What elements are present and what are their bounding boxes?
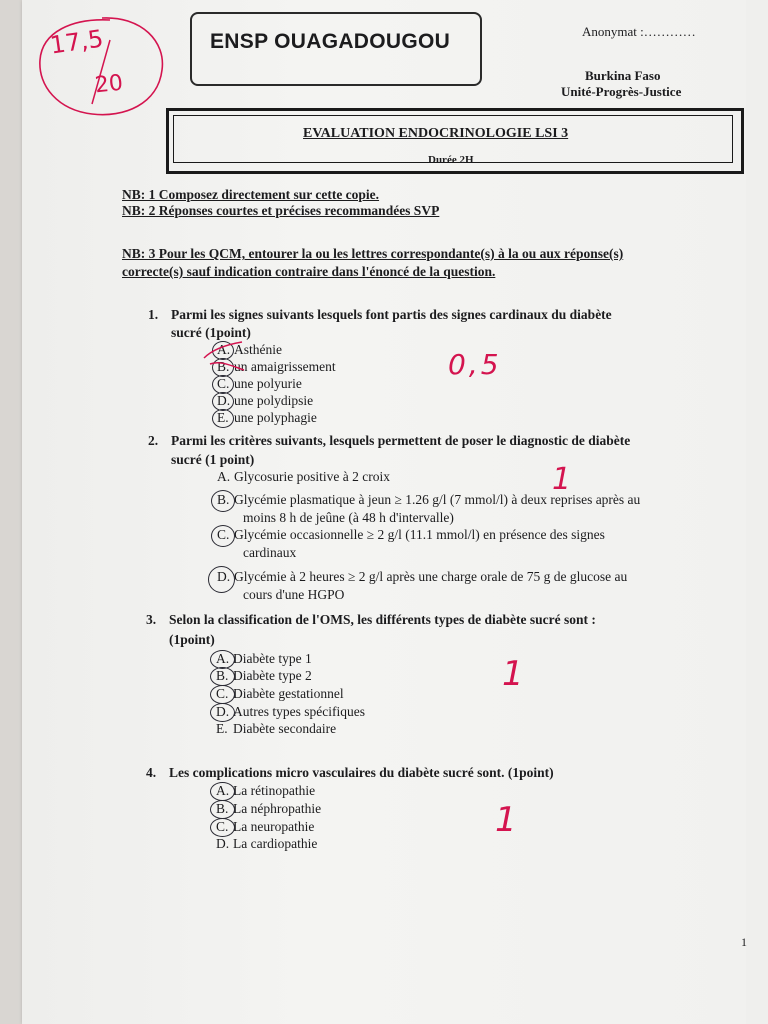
note-3-continued: correcte(s) sauf indication contraire dans l'énoncé de la question. — [122, 264, 496, 279]
q3-circle-c — [210, 685, 235, 704]
q3-option-d[interactable] — [216, 704, 365, 720]
country-motto: Unité-Progrès-Justice — [561, 84, 682, 99]
country-name: Burkina Faso — [585, 68, 661, 83]
q2-option-d-text: Glycémie à 2 heures ≥ 2 g/l après une charge orale de 75 g de glucose au — [234, 569, 628, 584]
q4-circle-c — [210, 818, 235, 837]
question-3-text-line-2: (1point) — [169, 632, 215, 647]
q4-circle-a — [210, 782, 235, 801]
q4-option-a-text: La rétinopathie — [233, 783, 316, 798]
question-1-number: 1. — [148, 307, 159, 322]
note-3: NB: 3 Pour les QCM, entourer la ou les lettres correspondante(s) à la ou aux réponse(s) — [122, 246, 624, 261]
question-1-text: Parmi les signes suivants lesquels font partis des signes cardinaux du diabète — [171, 307, 612, 322]
q1-option-e-letter: E. — [217, 410, 229, 425]
q3-option-d-text: Autres types spécifiques — [233, 704, 365, 719]
q4-circle-b — [210, 800, 235, 819]
q2-option-b-letter: B. — [217, 492, 230, 507]
q3-option-c[interactable] — [216, 686, 344, 702]
question-3-text: Selon la classification de l'OMS, les différents types de diabète sucré sont : — [169, 612, 596, 627]
q1-mark: 0,5 — [448, 348, 502, 381]
q4-option-c-letter: C. — [216, 819, 229, 834]
q3-circle-d — [210, 703, 235, 722]
q1-option-b-letter: B. — [217, 359, 230, 374]
q3-option-b-text: Diabète type 2 — [233, 668, 312, 683]
school-name: ENSP OUAGADOUGOU — [210, 30, 451, 53]
note-1: NB: 1 Composez directement sur cette copie. — [122, 187, 380, 202]
q4-option-c-text: La neuropathie — [233, 819, 315, 834]
question-3-number: 3. — [146, 612, 157, 627]
q2-circle-c — [211, 525, 235, 547]
q3-option-c-text: Diabète gestationnel — [233, 686, 344, 701]
q3-option-a-text: Diabète type 1 — [233, 651, 312, 666]
q1-option-c-text: une polyurie — [234, 376, 302, 391]
q3-option-c-letter: C. — [216, 686, 229, 701]
q1-option-d-letter: D. — [217, 393, 231, 408]
q3-option-d-letter: D. — [216, 704, 230, 719]
q2-option-a[interactable] — [217, 469, 390, 485]
q2-option-a-text: Glycosurie positive à 2 croix — [234, 469, 390, 484]
q2-option-c[interactable] — [217, 527, 605, 543]
question-2-text: Parmi les critères suivants, lesquels permettent de poser le diagnostic de diabète — [171, 433, 631, 448]
question-4-number: 4. — [146, 765, 157, 780]
question-2-text-line-2: sucré (1 point) — [171, 452, 255, 467]
q2-circle-b — [211, 490, 235, 512]
q1-option-e-text: une polyphagie — [234, 410, 317, 425]
q3-option-e[interactable] — [216, 721, 336, 737]
q2-option-b-text: Glycémie plasmatique à jeun ≥ 1.26 g/l (7 mmol/l) à deux reprises après au — [234, 492, 641, 507]
anonymat-field[interactable]: Anonymat :………… — [582, 24, 696, 39]
q3-option-e-text: Diabète secondaire — [233, 721, 337, 736]
q2-option-d[interactable] — [217, 569, 627, 585]
grade-total: 20 — [93, 70, 125, 99]
q4-option-d[interactable] — [216, 836, 317, 852]
exam-duration: Durée 2H — [428, 154, 474, 166]
q2-option-b[interactable] — [217, 492, 640, 508]
q3-circle-b — [210, 667, 235, 686]
q4-option-d-letter: D. — [216, 836, 230, 851]
q1-option-d-text: une polydipsie — [234, 393, 314, 408]
q2-circle-d — [208, 566, 235, 593]
q2-option-a-letter: A. — [217, 469, 231, 484]
q2-option-c-text: Glycémie occasionnelle ≥ 2 g/l (11.1 mmol/l) en présence des signes — [234, 527, 605, 542]
q4-mark: 1 — [495, 800, 517, 840]
grade-circle-icon — [32, 12, 172, 122]
page-number: 1 — [741, 935, 747, 949]
q4-option-b-letter: B. — [216, 801, 229, 816]
q3-option-a-letter: A. — [216, 651, 230, 666]
exam-title: EVALUATION ENDOCRINOLOGIE LSI 3 — [303, 126, 569, 141]
q4-option-b-text: La néphropathie — [233, 801, 322, 816]
q1-option-c-letter: C. — [217, 376, 230, 391]
q2-option-d-letter: D. — [217, 569, 231, 584]
q3-option-b-letter: B. — [216, 668, 229, 683]
q1-option-a-text: Asthénie — [234, 342, 282, 357]
q1-option-b-text: un amaigrissement — [234, 359, 336, 374]
q2-mark: 1 — [552, 462, 572, 497]
q1-strike-mark-icon — [200, 336, 270, 376]
question-1-text-line-2: sucré (1point) — [171, 325, 251, 340]
q1-option-a-letter: A. — [217, 342, 231, 357]
next-page-edge — [746, 0, 768, 1024]
note-2: NB: 2 Réponses courtes et précises recommandées SVP — [122, 203, 440, 218]
question-4-text: Les complications micro vasculaires du diabète sucré sont. (1point) — [169, 765, 554, 780]
question-2-number: 2. — [148, 433, 159, 448]
q2-option-d-text-line-2: cours d'une HGPO — [243, 587, 345, 602]
q1-circle-e — [212, 409, 234, 428]
q2-option-b-text-line-2: moins 8 h de jeûne (à 48 h d'intervalle) — [243, 510, 454, 525]
q4-option-d-text: La cardiopathie — [233, 836, 318, 851]
q2-option-c-text-line-2: cardinaux — [243, 545, 297, 560]
q2-option-c-letter: C. — [217, 527, 230, 542]
q3-option-e-letter: E. — [216, 721, 228, 736]
q4-option-a-letter: A. — [216, 783, 230, 798]
q3-mark: 1 — [502, 654, 524, 694]
grade-score: 17,5 — [48, 24, 106, 60]
